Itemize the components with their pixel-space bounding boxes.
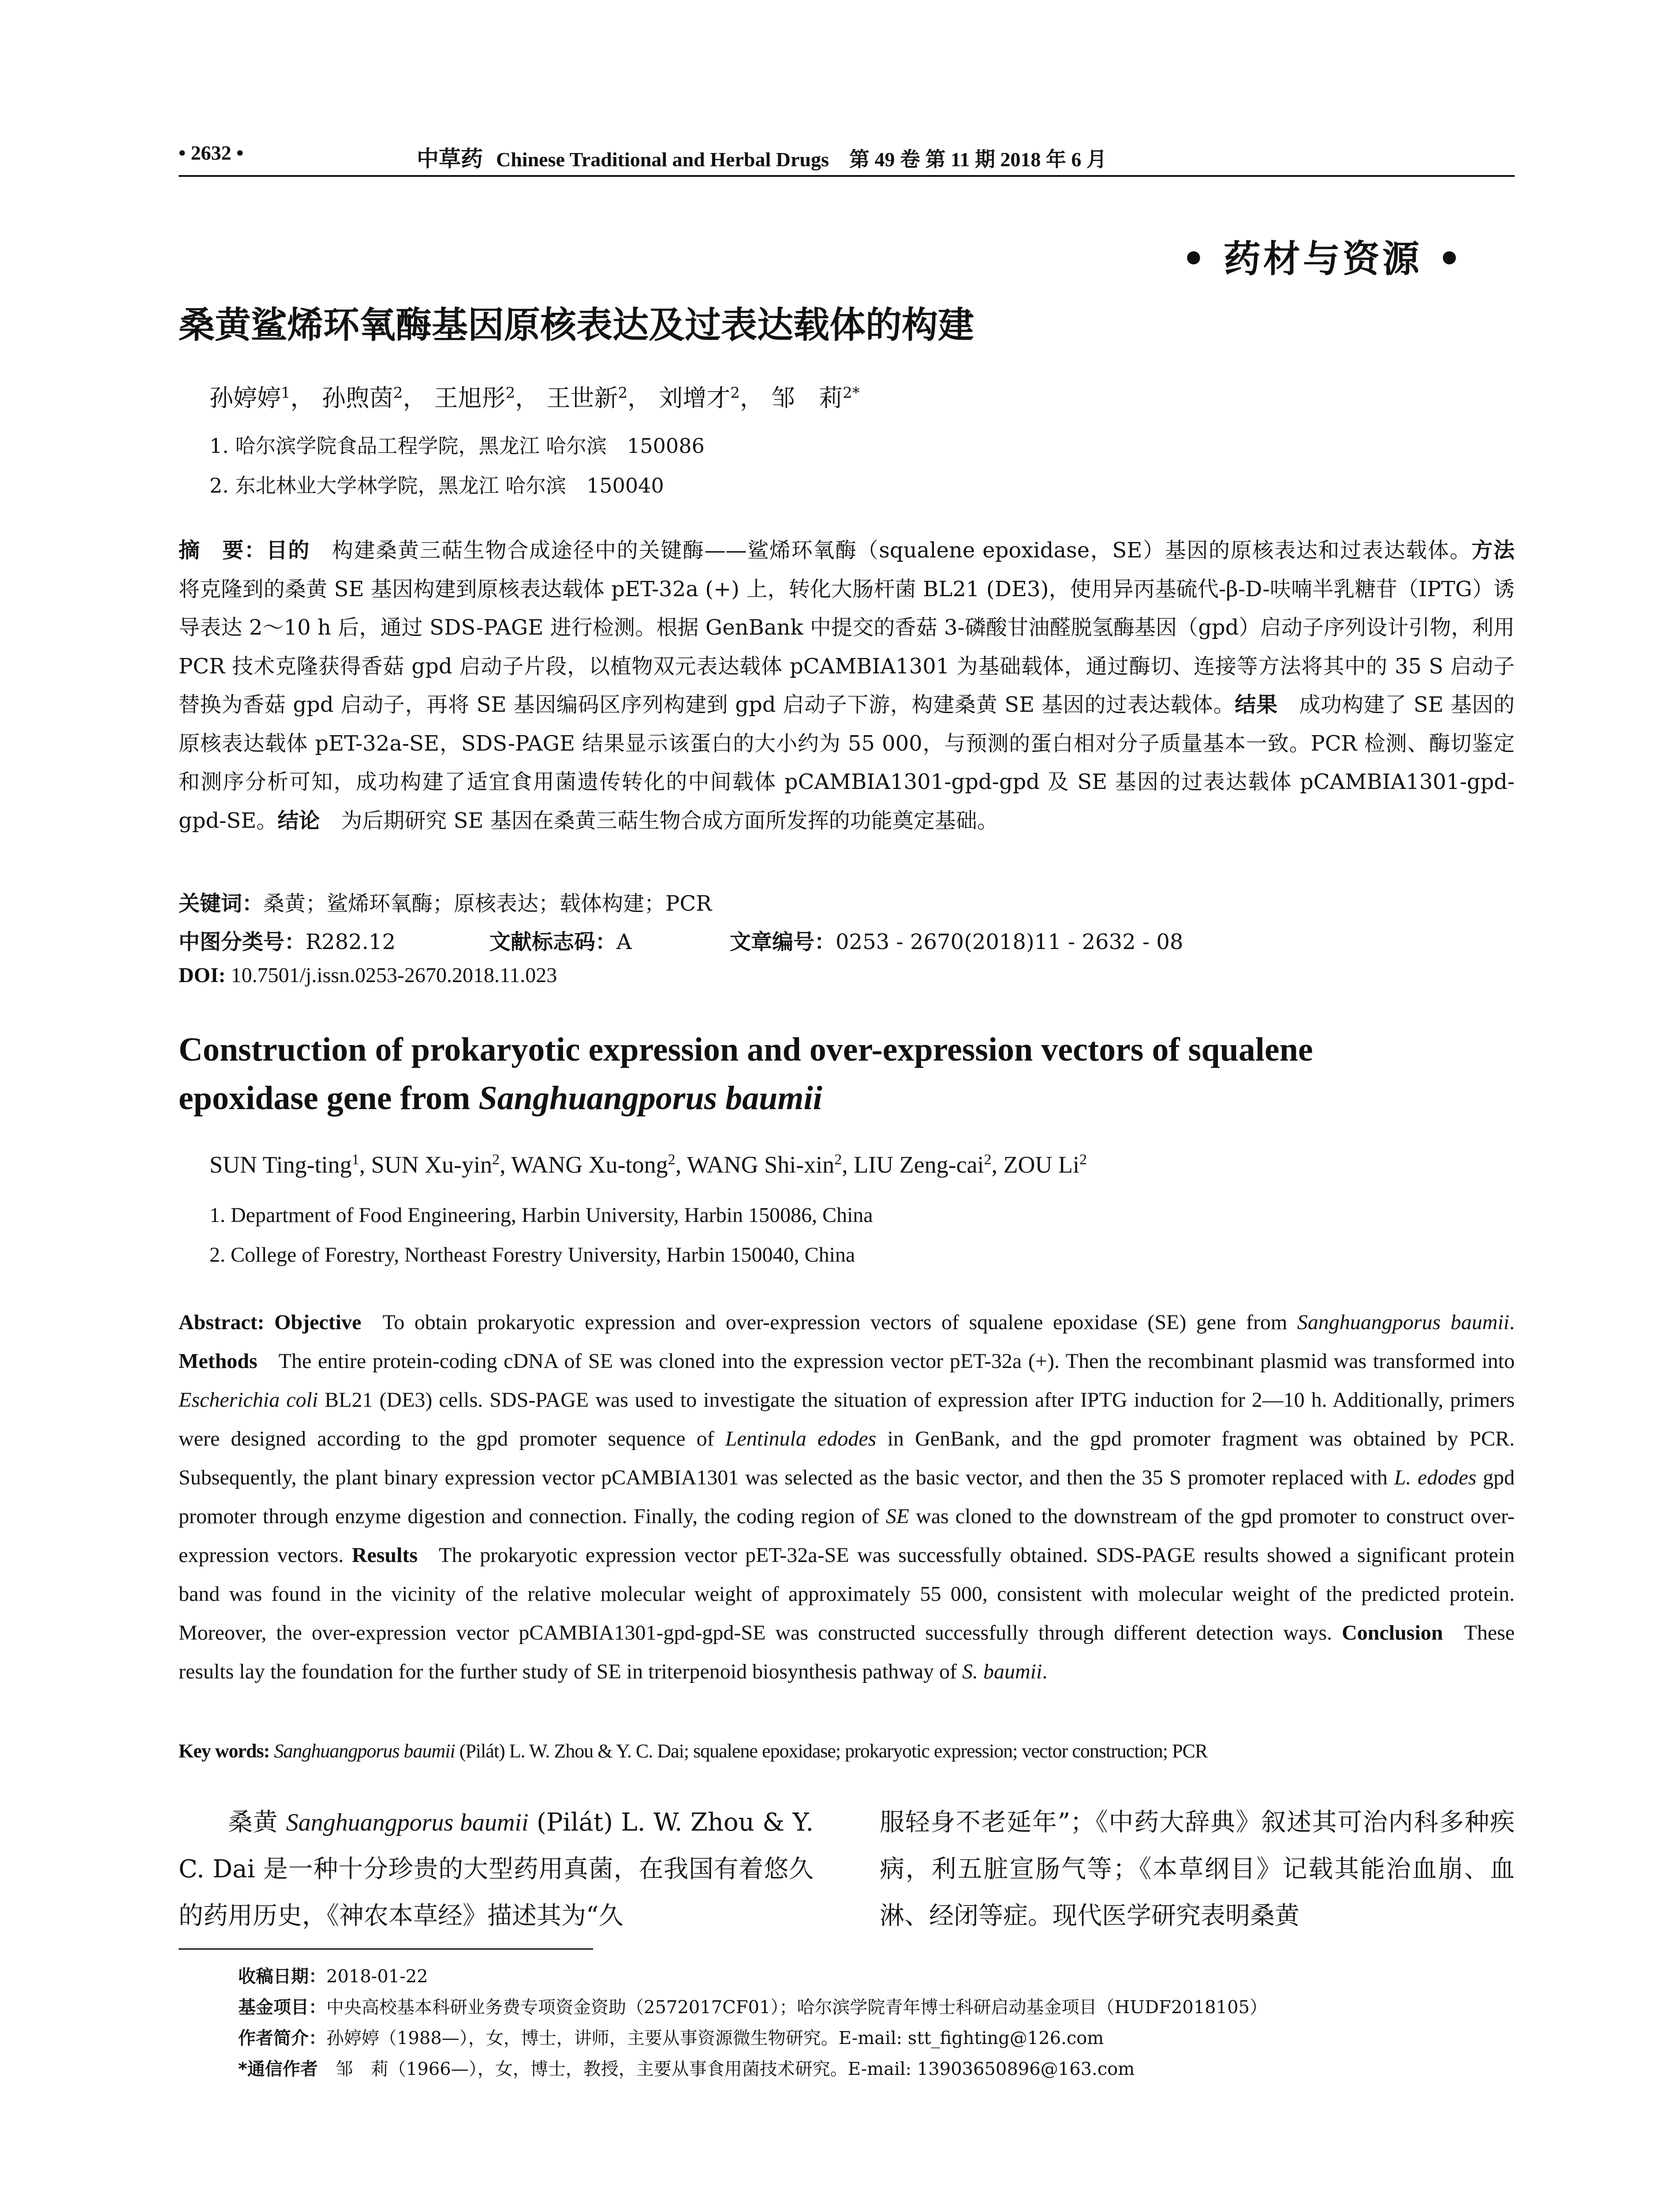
en-keywords-text: (Pilát) L. W. Zhou & Y. C. Dai; squalene epoxidase; prokaryotic expression; vector construction; PCR xyxy=(455,1740,1208,1762)
en-title-line1: Construction of prokaryotic expression and over-expression vectors of squalene xyxy=(179,1031,1313,1068)
footnote-label: 作者简介： xyxy=(238,2028,326,2048)
en-methods-italic: Escherichia coli xyxy=(179,1388,318,1412)
en-results-label: Results xyxy=(351,1544,418,1567)
en-author-sup: 2 xyxy=(834,1151,842,1168)
en-affiliation: 1. Department of Food Engineering, Harbin University, Harbin 150086, China xyxy=(209,1203,873,1227)
cn-conclusion: 为后期研究 SE 基因在桑黄三萜生物合成方面所发挥的功能奠定基础。 xyxy=(341,808,998,833)
en-methods: The entire protein-coding cDNA of SE was cloned into the expression vector pET-32a (+). Then the recombinant plasmid was transformed into xyxy=(278,1349,1515,1373)
cn-author: 王世新 xyxy=(546,384,618,412)
page-number: • 2632 • xyxy=(179,142,244,164)
header-rule xyxy=(179,175,1515,177)
doc-label: 文献标志码： xyxy=(489,930,617,954)
body-right-column: 服轻身不老延年”；《中药大辞典》叙述其可治内科多种疾病，利五脏宣肠气等；《本草纲目》记载其能治血崩、血淋、经闭等症。现代医学研究表明桑黄 xyxy=(880,1808,1515,1930)
cn-keywords-label: 关键词： xyxy=(179,891,264,916)
footnote-corresponding xyxy=(238,2055,1135,2080)
en-author: ZOU Li xyxy=(1003,1151,1079,1178)
cn-abstract-label: 摘 要： xyxy=(179,538,266,563)
journal-name-cn: 中草药 xyxy=(417,146,483,171)
en-conclusion-italic: S. baumii xyxy=(962,1660,1042,1683)
en-methods: in GenBank, and the gpd promoter fragment was obtained by PCR. Subsequently, the plant binary expression vector pCAMBIA1301 was selected as the basic vector, and then the 35 S promoter replaced with xyxy=(179,1427,1515,1489)
clc-label: 中图分类号： xyxy=(179,930,306,954)
en-title-species: Sanghuangporus baumii xyxy=(478,1080,822,1117)
en-title xyxy=(179,1025,1515,1122)
footnote-label: 收稿日期： xyxy=(238,1966,326,1987)
en-objective-end: . xyxy=(1509,1311,1515,1334)
cn-objective-label: 目的 xyxy=(266,538,310,563)
en-author: WANG Xu-tong xyxy=(511,1151,668,1178)
cn-author: 孙婷婷 xyxy=(209,384,281,412)
body-text: 桑黄 xyxy=(228,1808,286,1837)
doi-label: DOI: xyxy=(179,964,226,987)
footnote-label: 基金项目： xyxy=(238,1997,326,2018)
cn-title: 桑黄鲨烯环氧酶基因原核表达及过表达载体的构建 xyxy=(179,304,974,346)
journal-issue: 第 49 卷 第 11 期 2018 年 6 月 xyxy=(849,148,1107,171)
cn-author: 邹 莉 xyxy=(771,384,843,412)
en-authors: SUN Ting-ting$^1$, SUN Xu-yin$^2$, WANG Xu-tong$^2$, WANG Shi-xin$^2$, LIU Zeng-cai$^2$, ZOU Li$^2$ xyxy=(209,1151,1087,1178)
cn-conclusion-label: 结论 xyxy=(277,808,320,833)
en-objective: To obtain prokaryotic expression and over-expression vectors of squalene epoxidase (SE) gene from xyxy=(382,1311,1297,1334)
section-tag: • 药材与资源 • xyxy=(1182,237,1464,280)
en-title-line2: epoxidase gene from xyxy=(179,1080,479,1117)
en-affiliation: 2. College of Forestry, Northeast Forestry University, Harbin 150040, China xyxy=(209,1243,855,1267)
en-conclusion: These results lay the foundation for the further study of SE in triterpenoid biosynthesis pathway of xyxy=(179,1621,1515,1683)
en-author-sup: 2 xyxy=(668,1151,676,1168)
en-species: Sanghuangporus baumii xyxy=(1297,1311,1509,1334)
cn-author-sup: 2 xyxy=(618,384,628,402)
cn-author-sup: 1 xyxy=(281,384,291,402)
doi-value: 10.7501/j.issn.0253-2670.2018.11.023 xyxy=(231,964,557,987)
footnote-text: 2018-01-22 xyxy=(326,1966,428,1987)
journal-header xyxy=(417,141,1107,173)
body-left-column xyxy=(179,1799,814,1940)
en-keywords-label: Key words: xyxy=(179,1740,270,1762)
en-author: SUN Ting-ting xyxy=(209,1151,352,1178)
en-conclusion-end: . xyxy=(1042,1660,1048,1683)
en-author-sup: 1 xyxy=(351,1151,359,1168)
doc-code xyxy=(489,925,632,955)
journal-name-en: Chinese Traditional and Herbal Drugs xyxy=(496,148,829,171)
cn-results: 成功构建了 SE 基因的原核表达载体 pET-32a-SE，SDS-PAGE 结果显示该蛋白的大小约为 55 000，与预测的蛋白相对分子质量基本一致。PCR 检测、酶切鉴定和测序分析可知，成功构建了适宜食用菌遗传转化的中间载体 pCAMBIA1301-gpd-gpd 及 SE 基因的过表达载体 pCAMBIA1301-gpd-gpd-SE。 xyxy=(179,692,1515,833)
cn-results-label: 结果 xyxy=(1235,692,1278,717)
cn-keywords-text: 桑黄；鲨烯环氧酶；原核表达；载体构建；PCR xyxy=(263,891,712,916)
en-author-sup: 2 xyxy=(984,1151,992,1168)
article-number xyxy=(730,925,1183,955)
footnote-label: *通信作者 xyxy=(238,2059,318,2079)
cn-methods-label: 方法 xyxy=(1471,538,1515,563)
en-methods-italic: SE xyxy=(885,1505,910,1528)
footnote-text: 邹 莉（1966—），女，博士，教授，主要从事食用菌技术研究。E-mail: 13903650896@163.com xyxy=(317,2059,1135,2079)
cn-author: 孙煦茵 xyxy=(321,384,393,412)
footnote-received xyxy=(238,1962,428,1988)
en-objective-label: Objective xyxy=(274,1311,362,1334)
cn-author: 王旭彤 xyxy=(434,384,506,412)
cn-methods: 将克隆到的桑黄 SE 基因构建到原核表达载体 pET-32a (+) 上，转化大肠杆菌 BL21 (DE3)，使用异丙基硫代-β-D-呋喃半乳糖苷（IPTG）诱导表达 2～10 h 后，通过 SDS-PAGE 进行检测。根据 GenBank 中提交的香菇 3-磷酸甘油醛脱氢酶基因（gpd）启动子序列设计引物，利用 PCR 技术克隆获得香菇 gpd 启动子片段，以植物双元表达载体 pCAMBIA1301 为基础载体，通过酶切、连接等方法将其中的 35 S 启动子替换为香菇 gpd 启动子，再将 SE 基因编码区序列构建到 gpd 启动子下游，构建桑黄 SE 基因的过表达载体。 xyxy=(179,576,1515,717)
en-author: LIU Zeng-cai xyxy=(854,1151,984,1178)
en-methods-italic: Lentinula edodes xyxy=(725,1427,877,1450)
en-conclusion-label: Conclusion xyxy=(1341,1621,1443,1644)
footnote-text: 孙婷婷（1988—），女，博士，讲师，主要从事资源微生物研究。E-mail: stt_fighting@126.com xyxy=(326,2028,1104,2048)
footnote-text: 中央高校基本科研业务费专项资金资助（2572017CF01）；哈尔滨学院青年博士科研启动基金项目（HUDF2018105） xyxy=(326,1997,1267,2018)
cn-author-sup: 2 xyxy=(505,384,515,402)
doi-line xyxy=(179,963,557,987)
footnote-funding xyxy=(238,1993,1267,2018)
cn-author-sup: 2 xyxy=(730,384,740,402)
en-methods-label: Methods xyxy=(179,1349,258,1373)
cn-author: 刘增才 xyxy=(659,384,731,412)
footnote-rule xyxy=(179,1948,593,1950)
en-abstract xyxy=(179,1303,1515,1691)
art-label: 文章编号： xyxy=(730,930,836,954)
art-value: 0253 - 2670(2018)11 - 2632 - 08 xyxy=(836,930,1183,954)
en-author: SUN Xu-yin xyxy=(371,1151,493,1178)
cn-abstract xyxy=(179,531,1515,840)
cn-author-sup: 2 xyxy=(393,384,403,402)
en-methods: gpd promoter through enzyme digestion and connection. Finally, the coding region of xyxy=(179,1466,1515,1528)
cn-author-sup: 2* xyxy=(843,384,860,402)
body-species: Sanghuangporus baumii xyxy=(286,1809,529,1836)
en-methods: was cloned to the downstream of the gpd promoter to construct over-expression vectors. xyxy=(179,1505,1515,1567)
en-author-sup: 2 xyxy=(492,1151,500,1168)
cn-affiliation: 2. 东北林业大学林学院，黑龙江 哈尔滨 150040 xyxy=(209,474,664,497)
footnote-author xyxy=(238,2024,1104,2049)
clc-value: R282.12 xyxy=(306,930,396,954)
en-keywords xyxy=(179,1740,1207,1762)
en-author: WANG Shi-xin xyxy=(687,1151,835,1178)
cn-objective: 构建桑黄三萜生物合成途径中的关键酶——鲨烯环氧酶（squalene epoxidase，SE）基因的原核表达和过表达载体。 xyxy=(332,538,1472,563)
en-abstract-label: Abstract: xyxy=(179,1311,265,1334)
cn-keywords xyxy=(179,886,712,917)
classification-line xyxy=(179,925,396,955)
cn-affiliation: 1. 哈尔滨学院食品工程学院，黑龙江 哈尔滨 150086 xyxy=(209,434,705,458)
en-methods: BL21 (DE3) cells. SDS-PAGE was used to investigate the situation of expression after IPTG induction for 2—10 h. Additionally, primers were designed according to the gpd promoter sequence of xyxy=(179,1388,1515,1450)
en-methods-italic: L. edodes xyxy=(1394,1466,1477,1489)
cn-authors: 孙婷婷$^1$， 孙煦茵$^2$， 王旭彤$^2$， 王世新$^2$， 刘增才$^2$， 邹 莉$^{2*}$ xyxy=(209,384,860,412)
doc-value: A xyxy=(616,930,632,954)
body-text: (Pilát) L. W. Zhou & Y. C. Dai 是一种十分珍贵的大型药用真菌，在我国有着悠久的药用历史，《神农本草经》描述其为“久 xyxy=(179,1808,814,1930)
en-results: The prokaryotic expression vector pET-32a-SE was successfully obtained. SDS-PAGE results showed a significant protein band was found in the vicinity of the relative molecular weight of approximately 55 000, consistent with molecular weight of the predicted protein. Moreover, the over-expression vector pCAMBIA1301-gpd-gpd-SE was constructed successfully through different detection ways. xyxy=(179,1544,1515,1644)
en-author-sup: 2 xyxy=(1079,1151,1087,1168)
en-keywords-species: Sanghuangporus baumii xyxy=(274,1740,455,1762)
